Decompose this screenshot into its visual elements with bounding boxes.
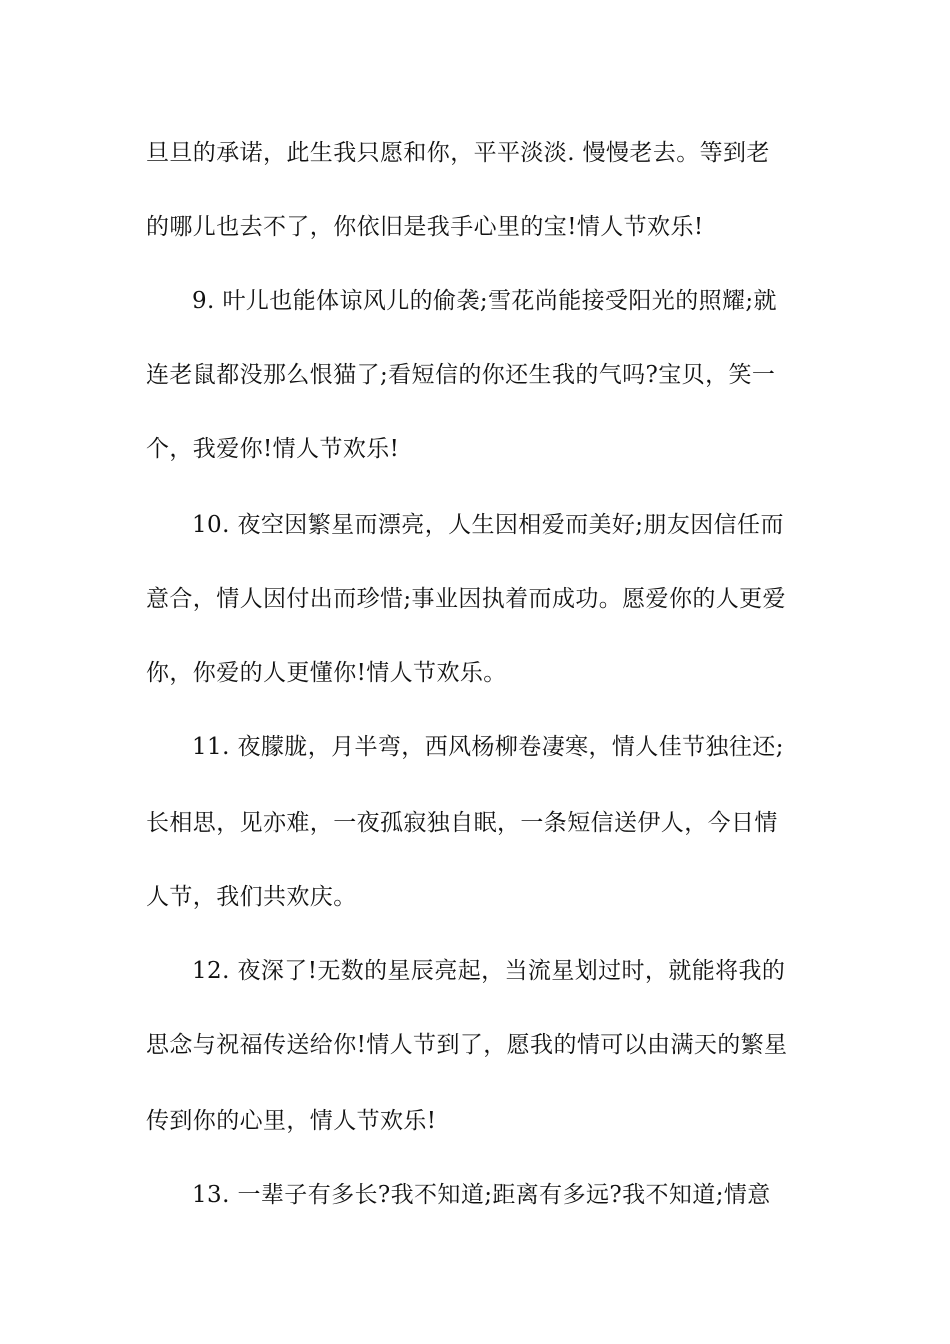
text-line: 人节，我们共欢庆。	[146, 884, 357, 910]
text-line: 个，我爱你!情人节欢乐!	[146, 436, 400, 462]
text-line: 连老鼠都没那么恨猫了;看短信的你还生我的气吗?宝贝，笑一	[146, 362, 776, 388]
text-line: 意合，情人因付出而珍惜;事业因执着而成功。愿爱你的人更爱	[146, 586, 786, 612]
paragraph-12-first-line: 12. 夜深了!无数的星辰亮起，当流星划过时，就能将我的	[192, 958, 786, 984]
paragraph-13-first-line: 13. 一辈子有多长?我不知道;距离有多远?我不知道;情意	[192, 1182, 771, 1208]
paragraph-10-first-line: 10. 夜空因繁星而漂亮，人生因相爱而美好;朋友因信任而	[192, 512, 784, 538]
text-line: 思念与祝福传送给你!情人节到了，愿我的情可以由满天的繁星	[146, 1032, 788, 1058]
text-line: 的哪儿也去不了，你依旧是我手心里的宝!情人节欢乐!	[146, 214, 704, 240]
paragraph-9-first-line: 9. 叶儿也能体谅风儿的偷袭;雪花尚能接受阳光的照耀;就	[192, 288, 777, 314]
text-line: 旦旦的承诺，此生我只愿和你，平平淡淡. 慢慢老去。等到老	[146, 140, 770, 166]
paragraph-11-first-line: 11. 夜朦胧，月半弯，西风杨柳卷凄寒，情人佳节独往还;	[192, 734, 784, 760]
text-line: 长相思，见亦难，一夜孤寂独自眠，一条短信送伊人，今日情	[146, 810, 778, 836]
text-line: 传到你的心里，情人节欢乐!	[146, 1108, 437, 1134]
text-line: 你，你爱的人更懂你!情人节欢乐。	[146, 660, 507, 686]
